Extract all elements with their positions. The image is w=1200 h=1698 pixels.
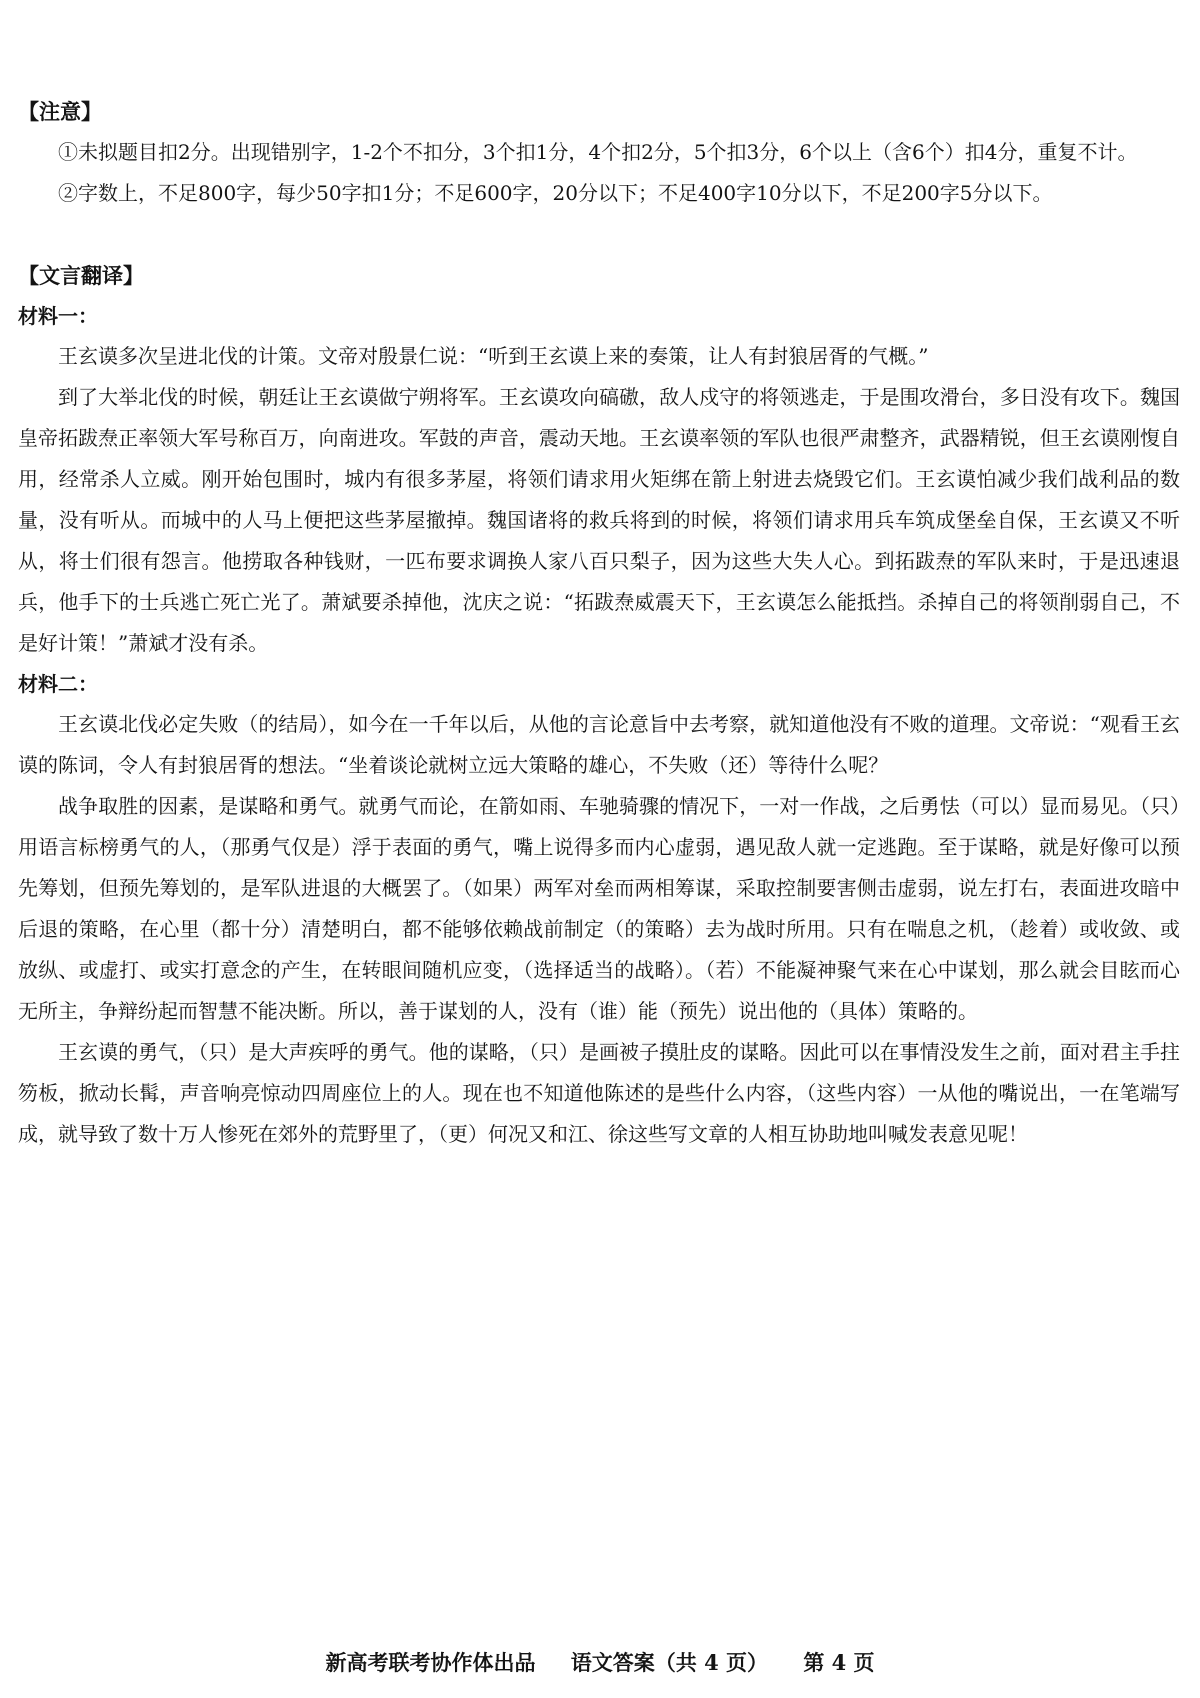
page-footer — [0, 1648, 1200, 1678]
material-2-paragraph: 王玄谟北伐必定失败（的结局），如今在一千年以后，从他的言论意旨中去考察，就知道他没有不败的道理。文帝说：“观看王玄谟的陈词，令人有封狼居胥的想法。“坐着谈论就树立远大策略的雄心，不失败（还）等待什么呢？ — [18, 712, 1180, 777]
material-1-label: 材料一： — [18, 304, 98, 328]
translation-heading: 【文言翻译】 — [18, 263, 144, 288]
footer-publisher: 新高考联考协作体出品 — [325, 1650, 536, 1675]
notes-heading: 【注意】 — [18, 99, 102, 124]
note-item-1: ①未拟题目扣2分。出现错别字，1-2个不扣分，3个扣1分，4个扣2分，5个扣3分，6个以上（含6个）扣4分，重复不计。 — [58, 140, 1138, 164]
note-item-2: ②字数上，不足800字，每少50字扣1分；不足600字，20分以下；不足400字10分以下，不足200字5分以下。 — [58, 181, 1053, 205]
material-2-paragraph: 战争取胜的因素，是谋略和勇气。就勇气而论，在箭如雨、车驰骑骤的情况下，一对一作战，之后勇怯（可以）显而易见。（只）用语言标榜勇气的人，（那勇气仅是）浮于表面的勇气，嘴上说得多而内心虚弱，遇见敌人就一定逃跑。至于谋略，就是好像可以预先筹划，但预先筹划的，是军队进退的大概罢了。（如果）两军对垒而两相筹谋，采取控制要害侧击虚弱，说左打右，表面进攻暗中后退的策略，在心里（都十分）清楚明白，都不能够依赖战前制定（的策略）去为战时所用。只有在喘息之机，（趁着）或收敛、或放纵、或虚打、或实打意念的产生，在转眼间随机应变，（选择适当的战略）。（若）不能凝神聚气来在心中谋划，那么就会目眩而心无所主，争辩纷起而智慧不能决断。所以，善于谋划的人，没有（谁）能（预先）说出他的（具体）策略的。 — [18, 794, 1180, 1023]
footer-subject: 语文答案（共 4 页） — [570, 1650, 768, 1675]
material-2-label: 材料二： — [18, 672, 98, 696]
section-spacer — [18, 214, 1180, 256]
material-1-paragraph: 到了大举北伐的时候，朝廷让王玄谟做宁朔将军。王玄谟攻向碻磝，敌人戍守的将领逃走，于是围攻滑台，多日没有攻下。魏国皇帝拓跋焘正率领大军号称百万，向南进攻。军鼓的声音，震动天地。王玄谟率领的军队也很严肃整齐，武器精锐，但王玄谟刚愎自用，经常杀人立威。刚开始包围时，城内有很多茅屋，将领们请求用火矩绑在箭上射进去烧毁它们。王玄谟怕减少我们战利品的数量，没有听从。而城中的人马上便把这些茅屋撤掉。魏国诸将的救兵将到的时候，将领们请求用兵车筑成堡垒自保，王玄谟又不听从，将士们很有怨言。他捞取各种钱财，一匹布要求调换人家八百只梨子，因为这些大失人心。到拓跋焘的军队来时，于是迅速退兵，他手下的士兵逃亡死亡光了。萧斌要杀掉他，沈庆之说：“拓跋焘威震天下，王玄谟怎么能抵挡。杀掉自己的将领削弱自己，不是好计策！”萧斌才没有杀。 — [18, 385, 1180, 655]
page-content — [18, 92, 1180, 1155]
footer-page-number: 第 4 页 — [803, 1650, 875, 1675]
material-1-paragraph: 王玄谟多次呈进北伐的计策。文帝对殷景仁说：“听到王玄谟上来的奏策，让人有封狼居胥的气概。” — [58, 344, 929, 368]
material-2-paragraph: 王玄谟的勇气，（只）是大声疾呼的勇气。他的谋略，（只）是画被子摸肚皮的谋略。因此可以在事情没发生之前，面对君主手拄笏板，掀动长髯，声音响亮惊动四周座位上的人。现在也不知道他陈述的是些什么内容，（这些内容）一从他的嘴说出，一在笔端写成，就导致了数十万人惨死在郊外的荒野里了，（更）何况又和江、徐这些写文章的人相互协助地叫喊发表意见呢！ — [18, 1040, 1180, 1146]
